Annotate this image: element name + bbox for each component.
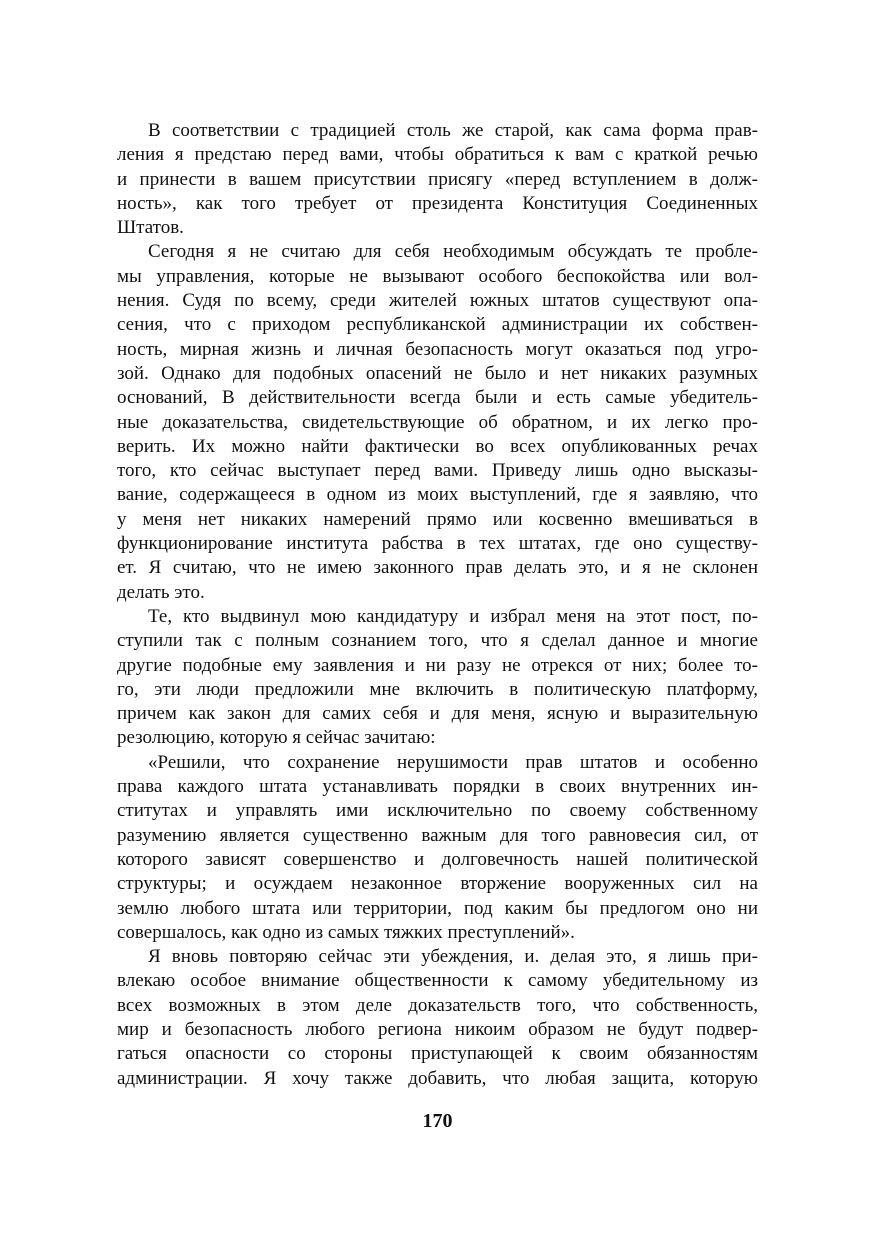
text-line: В соответствии с традицией столь же старой, как сама форма прав- — [148, 120, 758, 141]
text-line: разумению является существенно важным для того равновесия сил, от — [117, 824, 758, 846]
text-line: ститутах и управлять ими исключительно по своему собственному — [117, 800, 758, 822]
text-line: совершалось, как одно из самых тяжких преступлений». — [117, 921, 575, 943]
text-line: мы управления, которые не вызывают особого беспокойства или вол- — [117, 265, 758, 287]
text-line: сения, что с приходом республиканской администрации их собствен- — [117, 314, 758, 336]
text-line: нения. Судя по всему, среди жителей южных штатов существуют опа- — [117, 290, 758, 312]
text-line: того, кто сейчас выступает перед вами. Приведу лишь одно высказы- — [117, 460, 758, 482]
text-line: которого зависят совершенство и долговечность нашей политической — [117, 848, 758, 870]
text-line: всех возможных в этом деле доказательств того, что собственность, — [117, 994, 758, 1016]
text-line: ет. Я считаю, что не имею законного прав делать это, и я не склонен — [117, 557, 758, 579]
text-line: оснований, В действительности всегда были и есть самые убедитель- — [117, 387, 758, 409]
text-line: права каждого штата устанавливать порядки в своих внутренних ин- — [117, 776, 758, 798]
text-line: «Решили, что сохранение нерушимости прав штатов и особенно — [148, 751, 758, 773]
text-line: мир и безопасность любого региона никоим образом не будут подвер- — [117, 1018, 758, 1040]
text-line: ступили так с полным сознанием того, что я сделал данное и многие — [117, 630, 758, 652]
text-line: ные доказательства, свидетельствующие об обратном, и их легко про- — [117, 411, 758, 433]
text-line: влекаю особое внимание общественности к самому убедительному из — [117, 970, 758, 992]
text-line: гаться опасности со стороны приступающей к своим обязанностям — [117, 1043, 758, 1065]
text-line: Штатов. — [117, 217, 184, 239]
text-line: делать это. — [117, 581, 205, 603]
text-line: ность, мирная жизнь и личная безопасность могут оказаться под угро- — [117, 338, 758, 360]
text-line: другие подобные ему заявления и ни разу не отрекся от них; более то- — [117, 654, 758, 676]
text-line: го, эти люди предложили мне включить в политическую платформу, — [117, 678, 758, 700]
text-line: причем как закон для самих себя и для меня, ясную и выразительную — [117, 703, 758, 725]
text-line: верить. Их можно найти фактически во всех опубликованных речах — [117, 435, 758, 457]
text-line: Те, кто выдвинул мою кандидатуру и избрал меня на этот пост, по- — [148, 605, 758, 627]
text-line: землю любого штата или территории, под каким бы предлогом оно ни — [117, 897, 758, 919]
text-line: зой. Однако для подобных опасений не было и нет никаких разумных — [117, 362, 758, 384]
text-line: ность», как того требует от президента Конституция Соединенных — [117, 192, 758, 214]
text-line: Я вновь повторяю сейчас эти убеждения, и. делая это, я лишь при- — [148, 946, 758, 968]
text-line: резолюцию, которую я сейчас зачитаю: — [117, 727, 436, 749]
text-line: и принести в вашем присутствии присягу «перед вступлением в долж- — [117, 168, 758, 190]
text-line: функционирование института рабства в тех штатах, где оно существу- — [117, 533, 758, 555]
text-line: структуры; и осуждаем незаконное вторжение вооруженных сил на — [117, 873, 758, 895]
text-line: ления я предстаю перед вами, чтобы обратиться к вам с краткой речью — [117, 144, 758, 166]
text-line: Сегодня я не считаю для себя необходимым обсуждать те пробле- — [148, 241, 758, 263]
text-line: вание, содержащееся в одном из моих выступлений, где я заявляю, что — [117, 484, 758, 506]
text-line: у меня нет никаких намерений прямо или косвенно вмешиваться в — [117, 508, 758, 530]
text-line: администрации. Я хочу также добавить, что любая защита, которую — [117, 1067, 758, 1089]
body-text — [117, 119, 758, 1091]
page-number: 170 — [422, 1110, 453, 1132]
